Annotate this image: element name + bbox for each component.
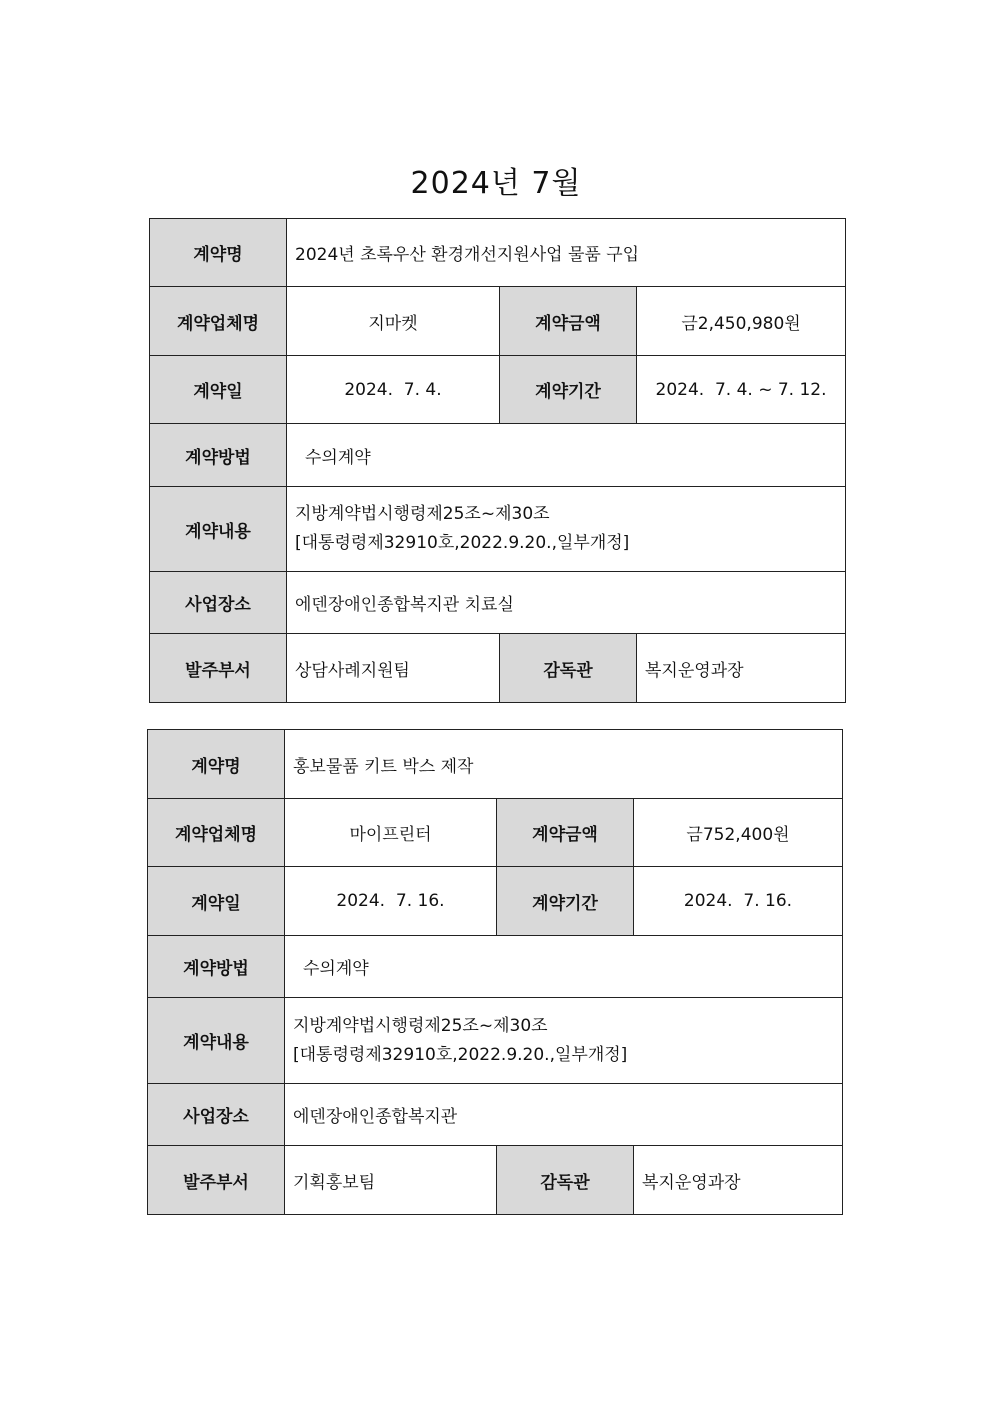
method-label: 계약방법 [148, 936, 285, 998]
vendor-label: 계약업체명 [150, 287, 287, 356]
period-value: 2024. 7. 4. ~ 7. 12. [637, 356, 846, 424]
method-value: 수의계약 [285, 936, 843, 998]
dept-value: 상담사례지원팀 [287, 634, 500, 703]
amount-label: 계약금액 [497, 799, 634, 867]
content-line-2: [대통령령제32910호,2022.9.20.,일부개정] [293, 1044, 628, 1065]
supervisor-label: 감독관 [500, 634, 637, 703]
contract-name-value: 홍보물품 키트 박스 제작 [285, 730, 843, 799]
method-label: 계약방법 [150, 424, 287, 487]
supervisor-value: 복지운영과장 [637, 634, 846, 703]
dept-label: 발주부서 [148, 1146, 285, 1215]
site-label: 사업장소 [150, 572, 287, 634]
page-title: 2024년 7월 [410, 166, 582, 201]
contract-name-label: 계약명 [148, 730, 285, 799]
period-value: 2024. 7. 16. [634, 867, 843, 936]
content-value [285, 998, 843, 1084]
supervisor-label: 감독관 [497, 1146, 634, 1215]
content-line-1: 지방계약법시행령제25조~제30조 [295, 504, 550, 524]
content-line-1: 지방계약법시행령제25조~제30조 [293, 1015, 548, 1036]
content-label: 계약내용 [150, 487, 287, 572]
content-label: 계약내용 [148, 998, 285, 1084]
vendor-value: 마이프린터 [285, 799, 497, 867]
content-value [287, 487, 846, 572]
contract-table-1 [149, 218, 846, 703]
period-label: 계약기간 [497, 867, 634, 936]
content-line-2: [대통령령제32910호,2022.9.20.,일부개정] [295, 533, 630, 553]
date-value: 2024. 7. 16. [285, 867, 497, 936]
date-label: 계약일 [150, 356, 287, 424]
amount-value: 금2,450,980원 [637, 287, 846, 356]
vendor-value: 지마켓 [287, 287, 500, 356]
date-value: 2024. 7. 4. [287, 356, 500, 424]
site-label: 사업장소 [148, 1084, 285, 1146]
supervisor-value: 복지운영과장 [634, 1146, 843, 1215]
site-value: 에덴장애인종합복지관 [285, 1084, 843, 1146]
amount-label: 계약금액 [500, 287, 637, 356]
date-label: 계약일 [148, 867, 285, 936]
period-label: 계약기간 [500, 356, 637, 424]
contract-name-value: 2024년 초록우산 환경개선지원사업 물품 구입 [287, 219, 846, 287]
contract-table-2 [147, 729, 843, 1215]
contract-name-label: 계약명 [150, 219, 287, 287]
dept-label: 발주부서 [150, 634, 287, 703]
dept-value: 기획홍보팀 [285, 1146, 497, 1215]
site-value: 에덴장애인종합복지관 치료실 [287, 572, 846, 634]
method-value: 수의계약 [287, 424, 846, 487]
vendor-label: 계약업체명 [148, 799, 285, 867]
amount-value: 금752,400원 [634, 799, 843, 867]
